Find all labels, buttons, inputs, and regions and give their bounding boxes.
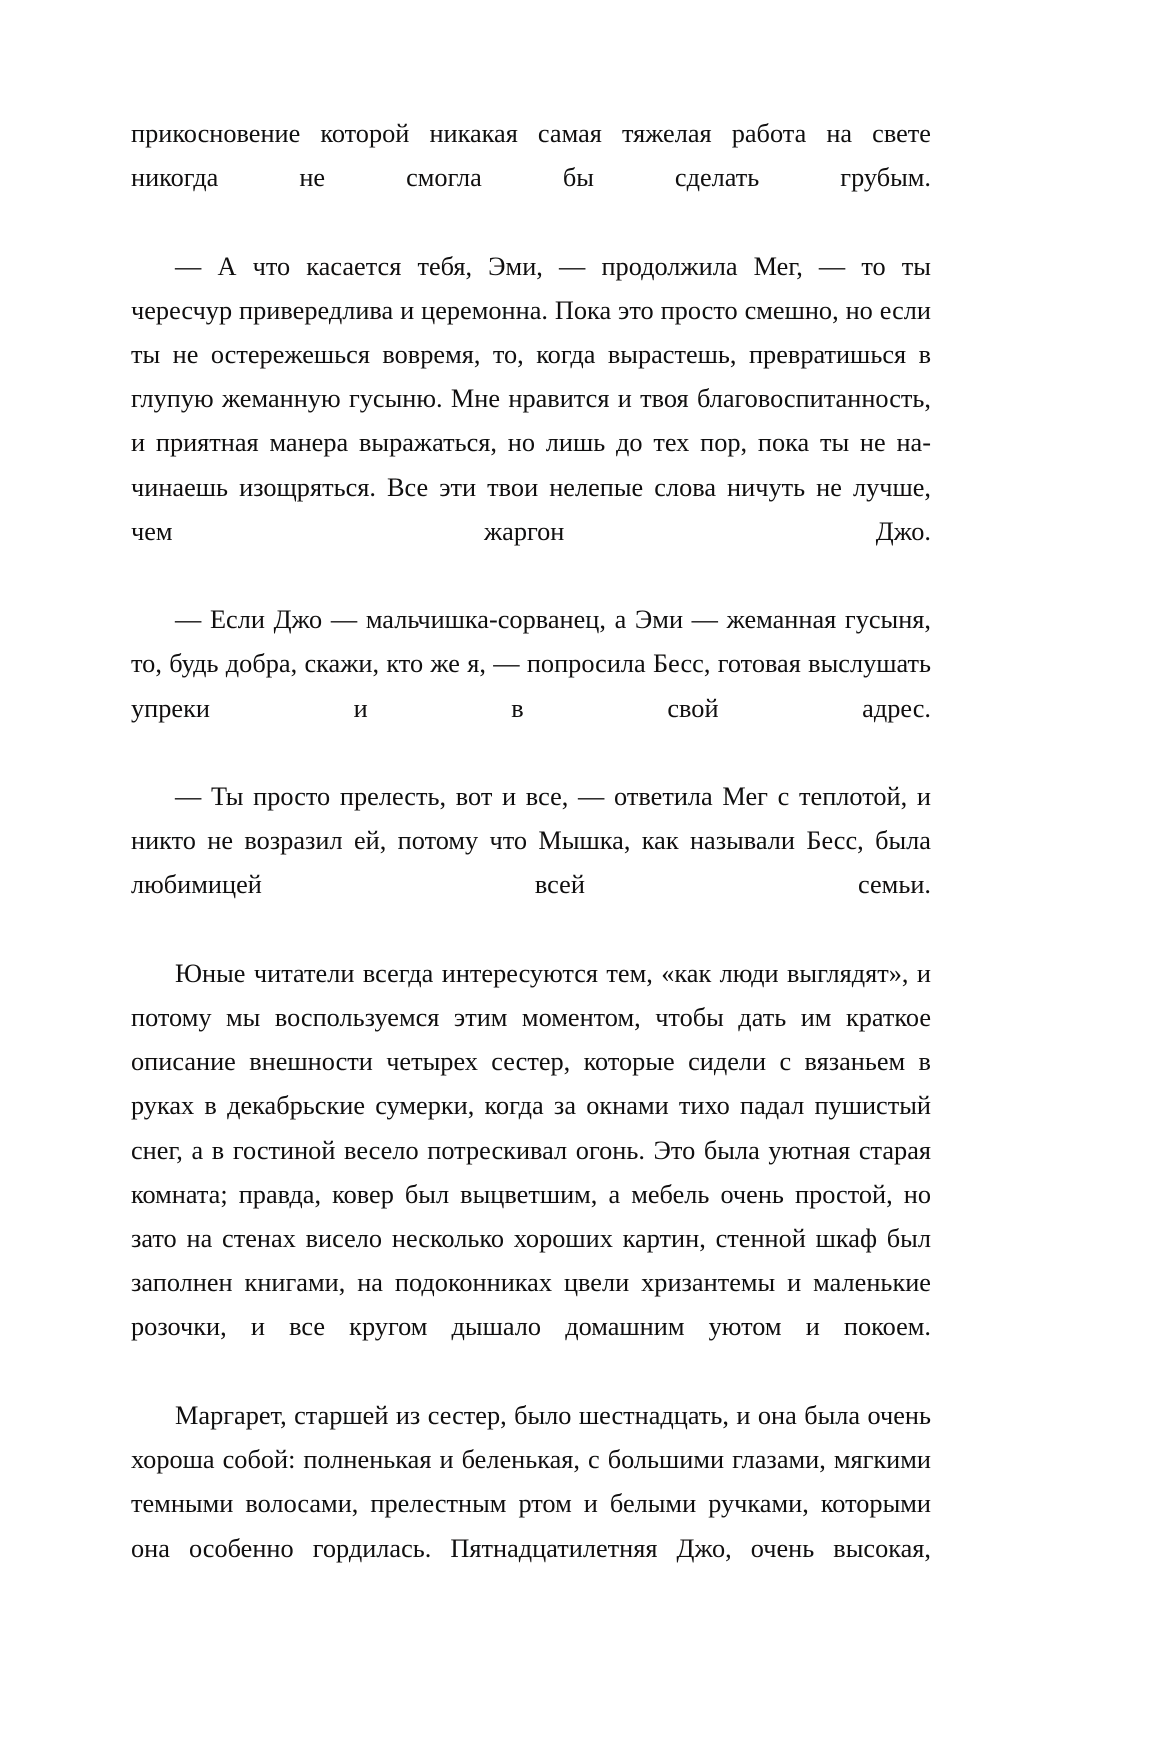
paragraph: — Если Джо — мальчишка-сорванец, а Эми — жеманная гусыня, то, будь добра, скажи, кто же я, — попросила Бесс, готовая выслушать упреки и в свой адрес. [131,605,931,723]
paragraph: — А что касается тебя, Эми, — продолжила Мег, — то ты чересчур привередлива и церемонна. Пока это просто смешно, но если ты не остережешься вовремя, то, когда вырастешь, превратишься в глупую жеманную гусыню. Мне нравится и твоя благовоспитанность, и приятная манера выражаться, но лишь до тех пор, пока ты не начинаешь изощряться. Все эти твои нелепые слова ничуть не лучше, чем жаргон Джо. [131,251,931,546]
paragraph: Маргарет, старшей из сестер, было шестнадцать, и она была очень хороша собой: полненькая и беленькая, с большими глазами, мягкими темными волосами, прелестным ртом и белыми ручками, которыми она особенно гордилась. Пятнадцатилетняя Джо, очень высокая, [131,1400,931,1563]
paragraph: прикосновение которой никакая самая тяжелая работа на свете никогда не смогла бы сделать грубым. [131,119,931,193]
paragraph: Юные читатели всегда интересуются тем, «как люди выглядят», и потому мы воспользуемся этим моментом, чтобы дать им краткое описание внешности четырех сестер, которые сидели с вязаньем в руках в декабрьские сумерки, когда за окнами тихо падал пушистый снег, а в гостиной весело потрескивал огонь. Это была уютная старая комната; правда, ковер был выцветшим, а мебель очень простой, но зато на стенах висело несколько хороших картин, стенной шкаф был заполнен книгами, на подоконниках цвели хризантемы и маленькие розочки, и все кругом дышало домашним уютом и покоем. [131,958,931,1342]
paragraph: — Ты просто прелесть, вот и все, — ответила Мег с теплотой, и никто не возразил ей, потому что Мышка, как называли Бесс, была любимицей всей семьи. [131,782,931,900]
body-text-column [131,112,931,1615]
